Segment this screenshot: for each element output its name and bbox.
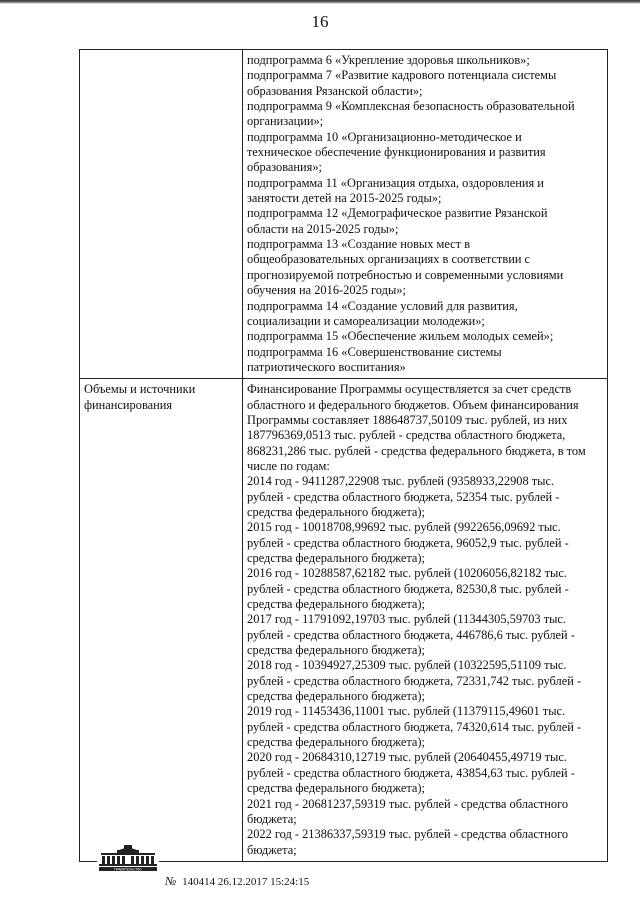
table-row (80, 379, 608, 862)
text-line: подпрограмма 11 «Организация отдыха, оздоровления и (247, 175, 544, 190)
text-line: бюджета; (247, 842, 297, 857)
logo-caption: ПРАВИТЕЛЬСТВО (114, 867, 142, 872)
text-line: 2019 год - 11453436,11001 тыс. рублей (11379115,49601 тыс. (247, 704, 566, 719)
text-line: 187796369,0513 тыс. рублей - средства областного бюджета, (247, 428, 566, 443)
text-line: средства федерального бюджета); (247, 735, 425, 750)
text-line: 2022 год - 21386337,59319 тыс. рублей - средства областного (247, 827, 569, 842)
text-line: 2015 год - 10018708,99692 тыс. рублей (9922656,09692 тыс. (247, 520, 561, 535)
text-line: общеобразовательных организациях в соответствии с (247, 252, 531, 267)
financing-cell (243, 379, 608, 862)
text-line: средства федерального бюджета); (247, 551, 425, 565)
document-registration (165, 874, 309, 889)
text-line: 2021 год - 20681237,59319 тыс. рублей - средства областного (247, 796, 569, 811)
text-line: средства федерального бюджета); (247, 597, 425, 612)
table-row (80, 50, 608, 379)
text-line: 2020 год - 20684310,12719 тыс. рублей (20640455,49719 тыс. (247, 750, 567, 765)
text-line: рублей - средства областного бюджета, 74320,614 тыс. рублей - (247, 719, 582, 734)
text-line: подпрограмма 15 «Обеспечение жильем молодых семей»; (247, 329, 554, 344)
page-number: 16 (311, 12, 329, 31)
text-line: рублей - средства областного бюджета, 82530,8 тыс. рублей - (247, 581, 569, 596)
text-line: 868231,286 тыс. рублей - средства федерального бюджета, в том (247, 443, 586, 458)
text-line: бюджета; (247, 811, 297, 826)
text-line: подпрограмма 12 «Демографическое развитие Рязанской (247, 206, 548, 221)
text-line: образования»; (247, 160, 322, 175)
text-line: социализации и самореализации молодежи»; (247, 313, 485, 328)
text-line: 2014 год - 9411287,22908 тыс. рублей (9358933,22908 тыс. (247, 474, 555, 489)
text-line: организации»; (247, 114, 324, 129)
text-line: числе по годам: (247, 458, 330, 473)
text-line: средства федерального бюджета); (247, 643, 425, 658)
scan-top-edge (0, 0, 640, 4)
text-line: 2016 год - 10288587,62182 тыс. рублей (10206056,82182 тыс. (247, 566, 567, 581)
label-line: Объемы и источники (84, 382, 196, 397)
text-line: прогнозируемой потребностью и современными условиями (247, 267, 564, 282)
text-line: 2018 год - 10394927,25309 тыс. рублей (10322595,51109 тыс. (247, 658, 567, 673)
text-line: 2017 год - 11791092,19703 тыс. рублей (11344305,59703 тыс. (247, 612, 567, 627)
text-line: рублей - средства областного бюджета, 446786,6 тыс. рублей - (247, 627, 575, 642)
text-line: рублей - средства областного бюджета, 96052,9 тыс. рублей - (247, 535, 569, 550)
row-label-cell (80, 379, 243, 862)
government-building-logo (97, 844, 159, 872)
label-line: финансирования (84, 397, 173, 412)
text-line: подпрограмма 13 «Создание новых мест в (247, 237, 471, 252)
text-line: подпрограмма 16 «Совершенствование системы (247, 344, 502, 359)
text-line: Программы составляет 188648737,50109 тыс. рублей, из них (247, 412, 568, 427)
text-line: средства федерального бюджета); (247, 504, 425, 519)
text-line: области на 2015-2025 годы»; (247, 221, 399, 236)
document-id: 140414 (182, 876, 216, 888)
text-line: образования Рязанской области»; (247, 83, 423, 98)
text-line: подпрограмма 9 «Комплексная безопасность образовательной (247, 99, 575, 114)
text-line: техническое обеспечение функционирования и развития (247, 145, 546, 160)
text-line: подпрограмма 7 «Развитие кадрового потенциала системы (247, 68, 557, 83)
text-line: подпрограмма 14 «Создание условий для развития, (247, 298, 518, 313)
text-line: рублей - средства областного бюджета, 52354 тыс. рублей - (247, 489, 560, 504)
text-line: подпрограмма 10 «Организационно-методическое и (247, 129, 522, 144)
text-line: средства федерального бюджета); (247, 781, 425, 796)
text-line: Финансирование Программы осуществляется за счет средств (247, 382, 572, 397)
document-timestamp: 26.12.2017 15:24:15 (217, 876, 310, 888)
text-line: рублей - средства областного бюджета, 72331,742 тыс. рублей - (247, 673, 582, 688)
text-line: средства федерального бюджета); (247, 689, 425, 704)
text-line: областного и федерального бюджетов. Объем финансирования (247, 397, 579, 412)
financing-text (247, 382, 603, 858)
text-line: рублей - средства областного бюджета, 43854,63 тыс. рублей - (247, 765, 575, 780)
subprograms-list (247, 53, 603, 375)
text-line: подпрограмма 6 «Укрепление здоровья школьников»; (247, 53, 530, 67)
row-label-cell (80, 50, 243, 379)
number-sign: № (165, 874, 177, 888)
text-line: занятости детей на 2015-2025 годы»; (247, 191, 442, 206)
text-line: обучения на 2016-2025 годы»; (247, 283, 406, 298)
subprograms-cell (243, 50, 608, 379)
text-line: патриотического воспитания» (247, 359, 406, 374)
program-passport-table (79, 49, 608, 862)
